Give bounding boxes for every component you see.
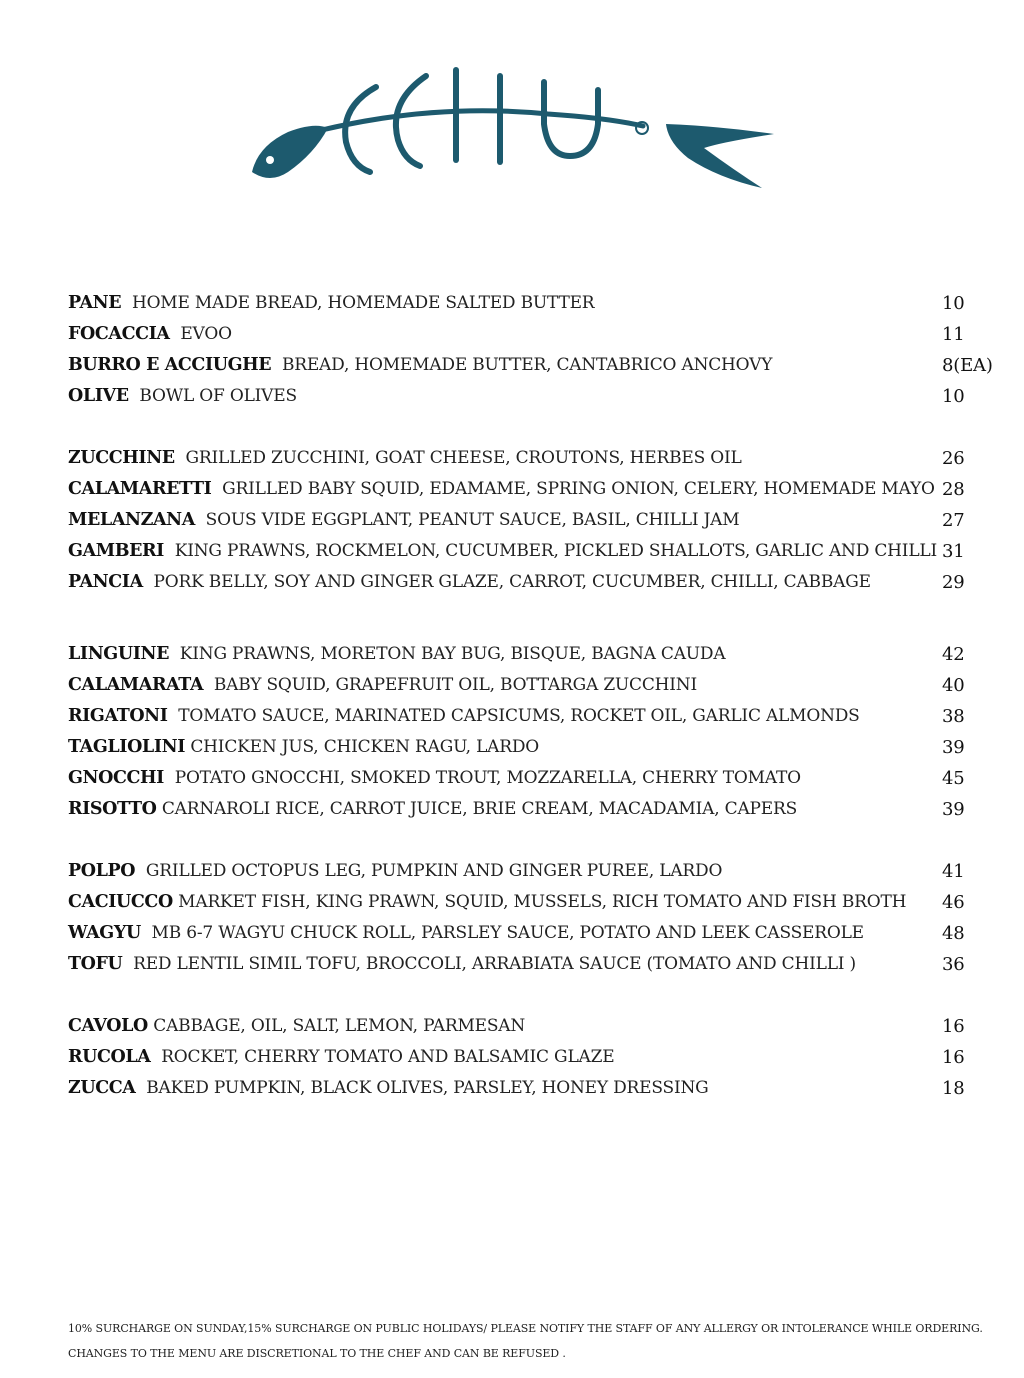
menu-footer-notes — [68, 1316, 983, 1366]
menu-item-price: 29 — [942, 572, 965, 593]
menu-item-price: 38 — [942, 706, 965, 727]
menu-item-price: 26 — [942, 448, 965, 469]
menu-item-description: CARNAROLI RICE, CARROT JUICE, BRIE CREAM, MACADAMIA, CAPERS — [161, 799, 798, 819]
menu-item — [68, 443, 998, 474]
menu-item-name: OLIVE — [68, 386, 129, 406]
menu-section-mains — [68, 856, 998, 980]
menu-item-price: 18 — [942, 1078, 965, 1099]
menu-item-price: 39 — [942, 799, 965, 820]
menu-item-name: TAGLIOLINI — [68, 737, 185, 757]
menu-item-description: RED LENTIL SIMIL TOFU, BROCCOLI, ARRABIATA SAUCE (TOMATO AND CHILLI ) — [133, 954, 856, 974]
menu-item-description: CABBAGE, OIL, SALT, LEMON, PARMESAN — [153, 1016, 526, 1036]
menu-item — [68, 639, 998, 670]
menu-item-price: 36 — [942, 954, 965, 975]
menu-item-description: BABY SQUID, GRAPEFRUIT OIL, BOTTARGA ZUCCHINI — [213, 675, 698, 695]
menu-item — [68, 288, 998, 319]
menu-item — [68, 381, 998, 412]
menu-item — [68, 670, 998, 701]
menu-item-price: 28 — [942, 479, 965, 500]
menu-item — [68, 536, 998, 567]
menu-item-name: FOCACCIA — [68, 324, 170, 344]
menu-item-description: GRILLED ZUCCHINI, GOAT CHEESE, CROUTONS, HERBES OIL — [185, 448, 742, 468]
menu-item-price: 41 — [942, 861, 965, 882]
menu-item-name: BURRO E ACCIUGHE — [68, 355, 272, 375]
menu-item-name: PANE — [68, 293, 122, 313]
menu-item — [68, 763, 998, 794]
menu-item-price: 42 — [942, 644, 965, 665]
menu-item-price: 39 — [942, 737, 965, 758]
menu-item-description: GRILLED OCTOPUS LEG, PUMPKIN AND GINGER PUREE, LARDO — [145, 861, 723, 881]
menu-item-name: CALAMARETTI — [68, 479, 212, 499]
menu-section-sides — [68, 1011, 998, 1104]
menu-item-name: PANCIA — [68, 572, 143, 592]
menu-item-description: CHICKEN JUS, CHICKEN RAGU, LARDO — [190, 737, 540, 757]
section-spacer — [68, 412, 998, 443]
section-spacer — [68, 980, 998, 1011]
menu-item — [68, 732, 998, 763]
menu-item-description: ROCKET, CHERRY TOMATO AND BALSAMIC GLAZE — [161, 1047, 615, 1067]
menu-item — [68, 918, 998, 949]
menu-item-name: RUCOLA — [68, 1047, 151, 1067]
menu-item-price: 8(EA) — [942, 355, 993, 376]
menu-item-price: 16 — [942, 1047, 965, 1068]
menu-item-price: 40 — [942, 675, 965, 696]
menu-item-name: CACIUCCO — [68, 892, 173, 912]
section-spacer — [68, 598, 998, 639]
menu-list — [68, 288, 998, 1104]
menu-item-price: 11 — [942, 324, 965, 345]
menu-item-name: CALAMARATA — [68, 675, 204, 695]
menu-item-description: SOUS VIDE EGGPLANT, PEANUT SAUCE, BASIL, CHILLI JAM — [205, 510, 740, 530]
menu-item — [68, 505, 998, 536]
menu-item-name: CAVOLO — [68, 1016, 148, 1036]
menu-section-bread — [68, 288, 998, 412]
menu-item-description: GRILLED BABY SQUID, EDAMAME, SPRING ONION, CELERY, HOMEMADE MAYO — [222, 479, 935, 499]
menu-item-description: MB 6-7 WAGYU CHUCK ROLL, PARSLEY SAUCE, POTATO AND LEEK CASSEROLE — [151, 923, 864, 943]
menu-item — [68, 1073, 998, 1104]
menu-item-description: BAKED PUMPKIN, BLACK OLIVES, PARSLEY, HONEY DRESSING — [146, 1078, 709, 1098]
menu-item-description: POTATO GNOCCHI, SMOKED TROUT, MOZZARELLA, CHERRY TOMATO — [174, 768, 801, 788]
menu-item-description: PORK BELLY, SOY AND GINGER GLAZE, CARROT, CUCUMBER, CHILLI, CABBAGE — [153, 572, 871, 592]
menu-item — [68, 949, 998, 980]
menu-item-description: TOMATO SAUCE, MARINATED CAPSICUMS, ROCKET OIL, GARLIC ALMONDS — [178, 706, 860, 726]
menu-item-name: POLPO — [68, 861, 136, 881]
menu-item-name: TOFU — [68, 954, 123, 974]
menu-item — [68, 794, 998, 825]
menu-item — [68, 567, 998, 598]
menu-item-name: LINGUINE — [68, 644, 170, 664]
menu-item-name: ZUCCHINE — [68, 448, 175, 468]
menu-item-name: ZUCCA — [68, 1078, 136, 1098]
menu-item-price: 10 — [942, 293, 965, 314]
menu-item-name: WAGYU — [68, 923, 141, 943]
menu-item — [68, 887, 998, 918]
menu-item-name: GNOCCHI — [68, 768, 164, 788]
menu-item-description: HOME MADE BREAD, HOMEMADE SALTED BUTTER — [131, 293, 595, 313]
menu-item-price: 16 — [942, 1016, 965, 1037]
menu-item-description: MARKET FISH, KING PRAWN, SQUID, MUSSELS, RICH TOMATO AND FISH BROTH — [178, 892, 907, 912]
surcharge-note: 10% SURCHARGE ON SUNDAY,15% SURCHARGE ON PUBLIC HOLIDAYS/ PLEASE NOTIFY THE STAFF OF ANY ALLERGY OR INTOLERANCE WHILE ORDERING. — [68, 1322, 983, 1335]
menu-item-description: BREAD, HOMEMADE BUTTER, CANTABRICO ANCHOVY — [281, 355, 773, 375]
menu-item-name: MELANZANA — [68, 510, 195, 530]
menu-changes-note: CHANGES TO THE MENU ARE DISCRETIONAL TO THE CHEF AND CAN BE REFUSED . — [68, 1347, 566, 1360]
menu-item — [68, 1011, 998, 1042]
menu-item-price: 31 — [942, 541, 965, 562]
menu-section-starters — [68, 443, 998, 598]
menu-item — [68, 1042, 998, 1073]
menu-item — [68, 701, 998, 732]
menu-item-description: EVOO — [180, 324, 232, 344]
restaurant-logo — [248, 62, 780, 194]
menu-item-description: BOWL OF OLIVES — [139, 386, 297, 406]
menu-item-description: KING PRAWNS, ROCKMELON, CUCUMBER, PICKLED SHALLOTS, GARLIC AND CHILLI — [174, 541, 938, 561]
menu-section-pasta — [68, 639, 998, 825]
section-spacer — [68, 825, 998, 856]
menu-item — [68, 350, 998, 381]
menu-item-name: GAMBERI — [68, 541, 164, 561]
menu-item-description: KING PRAWNS, MORETON BAY BUG, BISQUE, BAGNA CAUDA — [179, 644, 726, 664]
menu-item — [68, 856, 998, 887]
menu-item-price: 10 — [942, 386, 965, 407]
menu-item-price: 45 — [942, 768, 965, 789]
menu-item — [68, 319, 998, 350]
fish-skeleton-logo-icon — [248, 62, 780, 194]
menu-item-price: 48 — [942, 923, 965, 944]
menu-item — [68, 474, 998, 505]
menu-item-name: RIGATONI — [68, 706, 168, 726]
menu-item-price: 46 — [942, 892, 965, 913]
menu-item-price: 27 — [942, 510, 965, 531]
menu-item-name: RISOTTO — [68, 799, 157, 819]
